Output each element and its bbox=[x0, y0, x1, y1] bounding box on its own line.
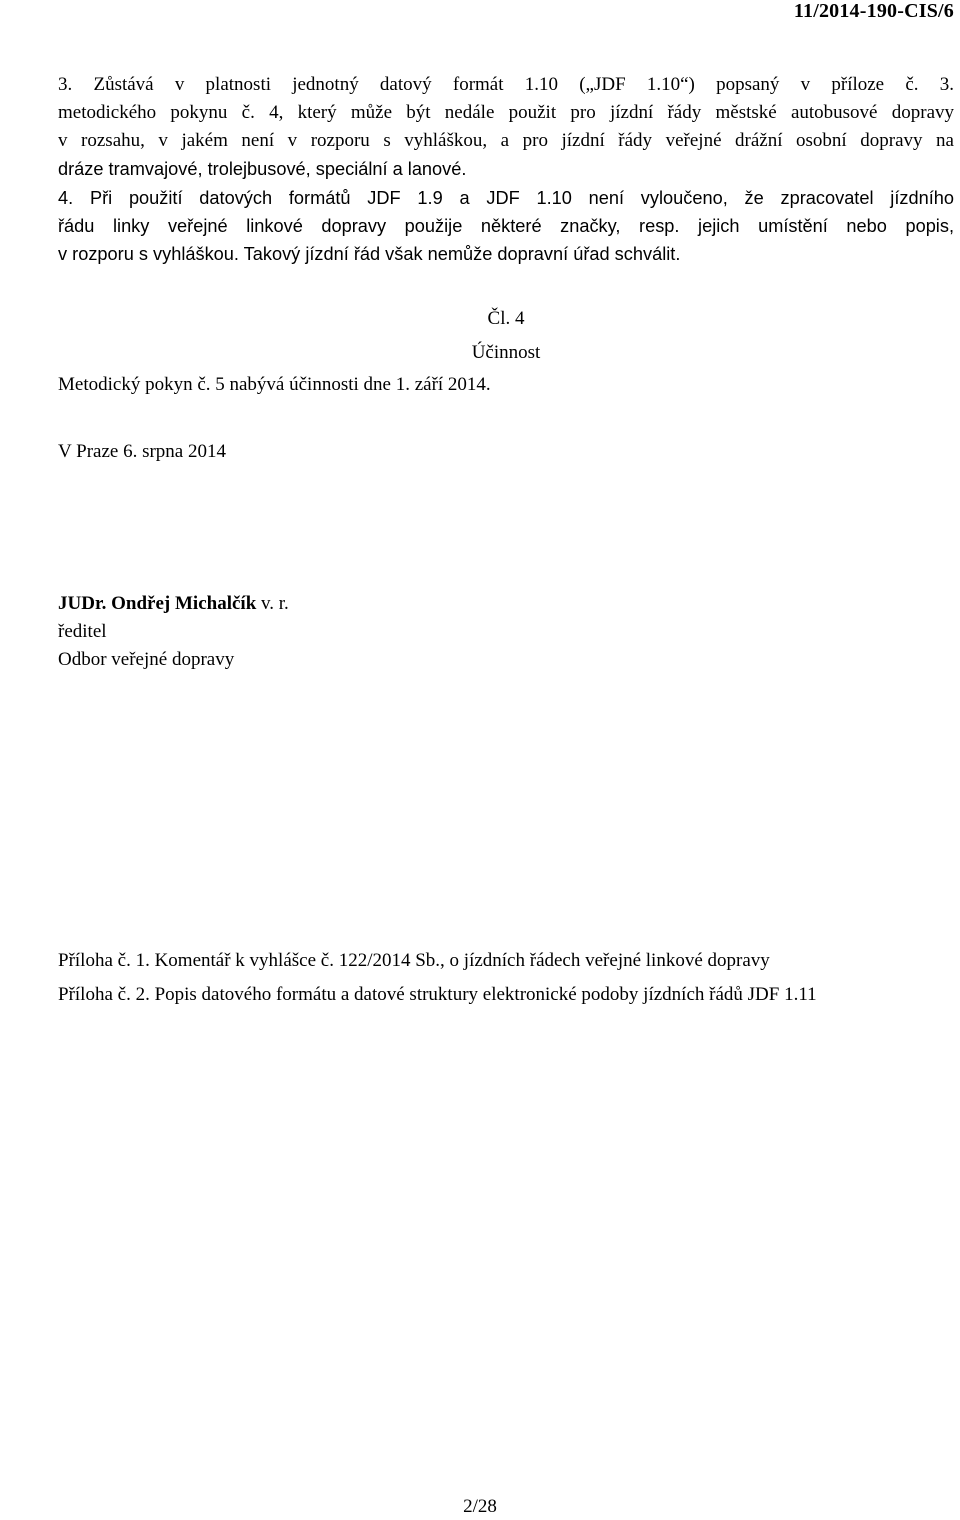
attachment-1: Příloha č. 1. Komentář k vyhlášce č. 122/2014 Sb., o jízdních řádech veřejné linkové dopravy bbox=[58, 950, 770, 971]
paragraph-4-line: 4. Při použití datových formátů JDF 1.9 a JDF 1.10 není vyloučeno, že zpracovatel jízdního bbox=[58, 188, 954, 208]
signatory-suffix: v. r. bbox=[256, 593, 289, 614]
article-number: Čl. 4 bbox=[487, 308, 525, 329]
page-number: 2/28 bbox=[463, 1496, 497, 1517]
article-text: Metodický pokyn č. 5 nabývá účinnosti dne 1. září 2014. bbox=[58, 374, 491, 395]
signatory bbox=[58, 593, 289, 615]
place-and-date: V Praze 6. srpna 2014 bbox=[58, 441, 226, 462]
paragraph-3-line: 3. Zůstává v platnosti jednotný datový formát 1.10 („JDF 1.10“) popsaný v příloze č. 3. bbox=[58, 74, 954, 95]
attachment-2: Příloha č. 2. Popis datového formátu a datové struktury elektronické podoby jízdních řádů JDF 1.11 bbox=[58, 984, 817, 1005]
signatory-department: Odbor veřejné dopravy bbox=[58, 649, 235, 670]
paragraph-4 bbox=[58, 184, 954, 268]
paragraph-3-line: v rozsahu, v jakém není v rozporu s vyhláškou, a pro jízdní řády veřejné drážní osobní dopravy na bbox=[58, 130, 954, 151]
paragraph-3-line: metodického pokynu č. 4, který může být nedále použit pro jízdní řády městské autobusové dopravy bbox=[58, 102, 954, 123]
paragraph-4-line: v rozporu s vyhláškou. Takový jízdní řád však nemůže dopravní úřad schválit. bbox=[58, 244, 681, 264]
paragraph-3 bbox=[58, 71, 954, 183]
signatory-name: JUDr. Ondřej Michalčík bbox=[58, 593, 257, 614]
signatory-role: ředitel bbox=[58, 621, 107, 642]
document-reference: 11/2014-190-CIS/6 bbox=[793, 0, 954, 22]
paragraph-3-line: dráze tramvajové, trolejbusové, speciální a lanové. bbox=[58, 159, 467, 179]
paragraph-4-line: řádu linky veřejné linkové dopravy použije některé značky, resp. jejich umístění nebo popis, bbox=[58, 216, 954, 236]
article-heading: Účinnost bbox=[471, 342, 541, 363]
